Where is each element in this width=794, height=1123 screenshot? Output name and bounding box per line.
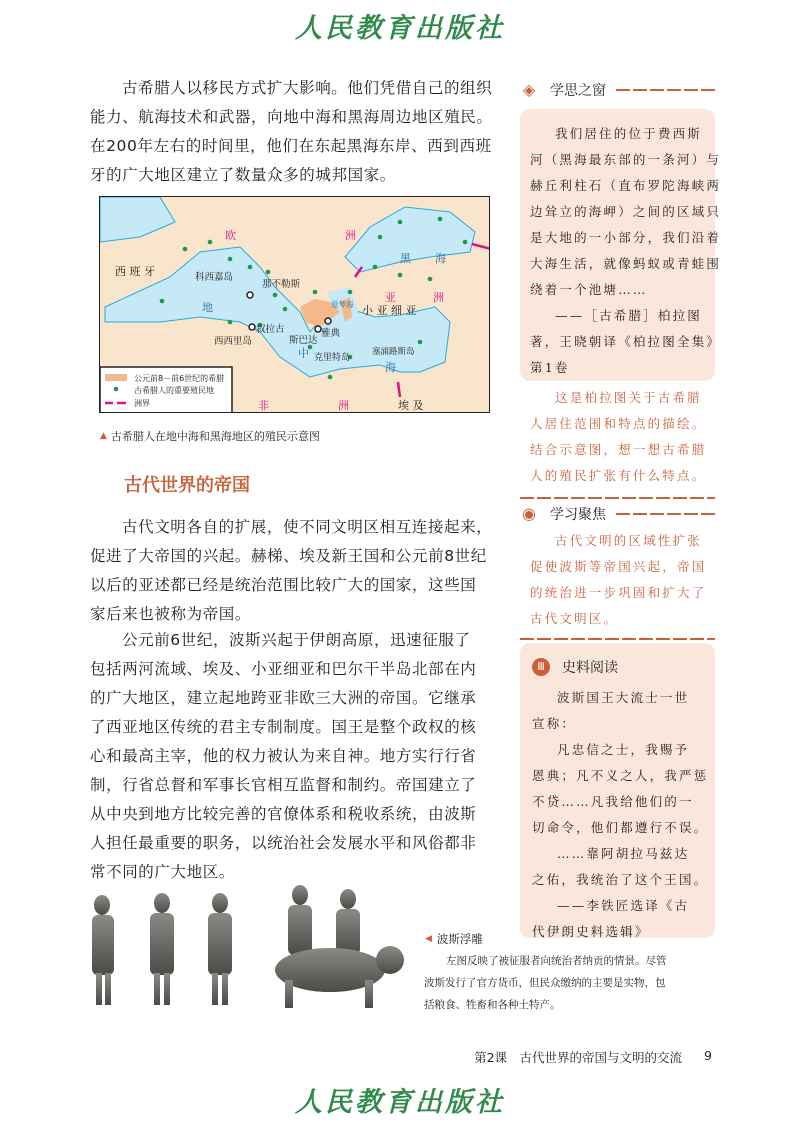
relief-caption-title: 波斯浮雕	[436, 932, 483, 946]
map-label-corsica: 科西嘉岛	[195, 272, 234, 283]
text-line: 边耸立的海岬）之间的区域只	[530, 204, 722, 219]
text-line: 古代文明的区域性扩张	[555, 533, 703, 548]
text-line: 促进了大帝国的兴起。赫梯、埃及新王国和公元前8世纪	[90, 547, 487, 565]
map-label-crete: 克里特岛	[314, 353, 351, 363]
text-line: 著，王晓朝译《柏拉图全集》	[530, 334, 722, 349]
map-label-med: 地	[202, 301, 213, 314]
text-line: 河（黑海最东部的一条河）与	[530, 152, 722, 167]
text-line: 我们居住的位于费西斯	[555, 126, 703, 141]
text-line: 波斯发行了官方货币，但民众缴纳的主要是实物，包	[424, 977, 666, 989]
divider	[520, 497, 715, 499]
text-line: 以后的亚述都已经是统治范围比较广大的国家，这些国	[90, 576, 477, 594]
colonization-map	[99, 196, 490, 413]
text-line: ——李铁匠选译《古	[557, 898, 690, 913]
paragraph-persia	[90, 626, 490, 887]
paragraph-empires	[90, 513, 493, 629]
map-label-asia-minor: 小 亚 细 亚	[362, 304, 417, 317]
map-label-egypt: 埃 及	[398, 399, 424, 412]
text-line: 家后来也被称为帝国。	[90, 605, 252, 623]
map-label-spain: 西 班 牙	[115, 265, 155, 278]
text-line: 了西亚地区传统的君主专制制度。国王是整个政权的核	[90, 718, 477, 736]
map-label-med: 中	[298, 347, 309, 360]
text-line: 的广大地区，建立起地跨亚非欧三大洲的帝国。它继承	[90, 689, 477, 707]
text-line: 恩典；凡不义之人，我严惩	[532, 768, 709, 783]
text-line: 左图反映了被征服者向统治者纳贡的情景。尽管	[446, 955, 667, 967]
caption-text: 古希腊人在地中海和黑海地区的殖民示意图	[110, 430, 320, 443]
lesson-title: 第2课 古代世界的帝国与文明的交流	[474, 1050, 683, 1065]
map-label-africa: 非	[258, 399, 269, 412]
text-line: 人居住范围和特点的描绘。	[530, 416, 707, 431]
reading-title: 史料阅读	[562, 660, 618, 676]
map-label-continent: 洲	[345, 229, 356, 242]
page-footer	[474, 1048, 712, 1066]
map-label-cyprus: 塞浦路斯岛	[372, 347, 415, 357]
map-label-continent: 洲	[433, 291, 444, 304]
publisher-logo-bottom: 人民教育出版社	[295, 1087, 505, 1118]
text-line: 包括两河流域、埃及、小亚细亚和巴尔干半岛北部在内	[90, 660, 477, 678]
legend-colony: 古希腊人的重要殖民地	[134, 386, 214, 395]
text-line: 古希腊人以移民方式扩大影响。他们凭借自己的组织	[122, 79, 493, 97]
map-label-asia: 亚	[385, 291, 396, 304]
map-label-black-sea: 海	[435, 252, 446, 265]
text-line: ——［古希腊］柏拉图	[555, 308, 703, 323]
paragraph-colonization	[90, 74, 493, 190]
text-line: 波斯国王大流士一世	[557, 690, 690, 705]
text-line: ……靠阿胡拉马兹达	[557, 846, 690, 861]
relief-caption	[425, 931, 483, 947]
text-line: 这是柏拉图关于古希腊	[555, 390, 703, 405]
divider	[520, 638, 715, 640]
text-line: 赫丘利柱石（直布罗陀海峡两	[530, 178, 722, 193]
text-line: 心和最高主宰，他的权力被认为来自神。地方实行行省	[90, 747, 477, 765]
divider	[616, 513, 715, 515]
text-line: 第1卷	[530, 360, 570, 375]
map-label-sicily: 西西里岛	[214, 336, 253, 347]
text-line: 是大地的一小部分，我们沿着	[530, 230, 722, 245]
text-line: 从中央到地方比较完善的官僚体系和税收系统，由波斯	[90, 805, 477, 823]
map-label-syracuse: 叙拉古	[256, 324, 285, 335]
sidebar-window	[520, 76, 722, 499]
map-label-naples: 那不勒斯	[262, 279, 301, 290]
triangle-left-icon: ◀	[425, 934, 432, 944]
map-label-black-sea: 黑	[400, 252, 411, 265]
section-title: 古代世界的帝国	[124, 475, 250, 496]
legend-greece: 公元前8－前6世纪的希腊	[134, 374, 225, 383]
text-line: 结合示意图，想一想古希腊	[530, 442, 707, 457]
text-line: 代伊朗史料选辑》	[532, 924, 650, 939]
target-icon: ◉	[522, 504, 536, 523]
text-line: 制，行省总督和军事长官相互监督和制约。帝国建立了	[90, 776, 477, 794]
text-line: 牙的广大地区建立了数量众多的城邦国家。	[90, 166, 396, 184]
sidebar-reading	[520, 643, 715, 938]
text-line: 公元前6世纪，波斯兴起于伊朗高原，迅速征服了	[122, 631, 471, 649]
text-line: 的统治进一步巩固和扩大了	[530, 585, 707, 600]
text-line: 在200年左右的时间里，他们在东起黑海东岸、西到西班	[90, 137, 492, 155]
text-line: 宣称：	[532, 716, 577, 731]
text-line: 促使波斯等帝国兴起，帝国	[530, 559, 707, 574]
map-label-continent: 洲	[338, 399, 349, 412]
persian-relief-image	[90, 885, 410, 1010]
text-line: 古代文明各自的扩展，使不同文明区相互连接起来，	[122, 518, 493, 536]
focus-title: 学习聚焦	[550, 507, 606, 523]
text-line: 切命令，他们都遵行不误。	[532, 820, 709, 835]
triangle-icon: ▲	[100, 431, 107, 441]
text-line: 常不同的广大地区。	[90, 863, 235, 881]
legend-border: 洲界	[134, 399, 150, 408]
focus-text	[520, 528, 715, 632]
map-label-aegean-sea: 爱琴海	[331, 300, 354, 309]
page-number: 9	[704, 1048, 712, 1063]
divider	[616, 89, 715, 91]
map-label-med: 海	[385, 361, 396, 374]
book-icon: Ⅲ	[532, 658, 550, 676]
text-line: 凡忠信之士，我赐予	[557, 742, 690, 757]
text-line: 之佑，我统治了这个王国。	[532, 872, 709, 887]
quote-box	[520, 109, 722, 381]
relief-description	[424, 950, 719, 1016]
map-label-athens: 雅典	[321, 328, 341, 339]
question-text	[520, 381, 715, 489]
text-line: 大海生活，就像蚂蚁或青蛙围	[530, 256, 722, 271]
text-line: 人的殖民扩张有什么特点。	[530, 468, 707, 483]
text-line: 能力、航海技术和武器，向地中海和黑海周边地区殖民。	[90, 108, 493, 126]
text-line: 古代文明区。	[530, 611, 619, 626]
publisher-logo-top: 人民教育出版社	[295, 13, 505, 44]
map-caption	[100, 428, 320, 444]
map-label-sparta: 斯巴达	[289, 335, 318, 346]
window-title: 学思之窗	[550, 83, 606, 99]
diamond-icon: ◈	[522, 80, 536, 99]
text-line: 括粮食、牲畜和各种土特产。	[424, 999, 561, 1011]
text-line: 绕着一个池塘……	[530, 282, 648, 297]
sidebar-focus	[520, 500, 715, 640]
map-label-europe: 欧	[225, 229, 236, 242]
text-line: 不贷……凡我给他们的一	[532, 794, 694, 809]
text-line: 人担任最重要的职务，以统治社会发展水平和风俗都非	[90, 834, 477, 852]
